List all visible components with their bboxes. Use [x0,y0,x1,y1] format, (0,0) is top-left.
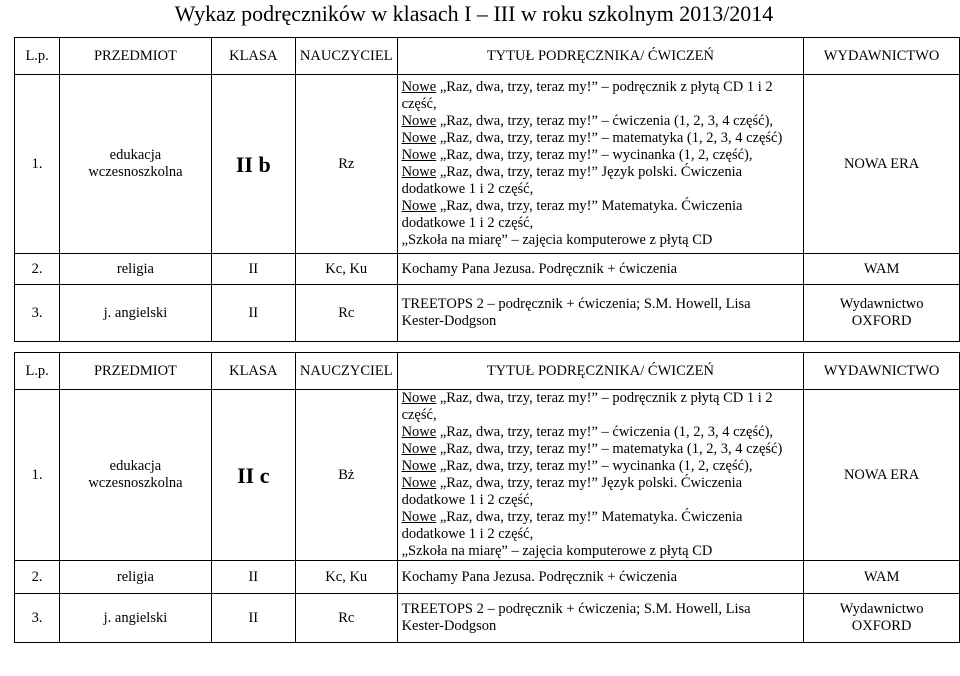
table-row [15,594,960,643]
table-row [15,561,960,594]
book-line-prefix: Nowe [401,424,437,440]
subject-line: edukacja [109,458,162,474]
row-lp: 2. [15,254,60,285]
book-line [402,232,800,249]
header-book: TYTUŁ PODRĘCZNIKA/ ĆWICZEŃ [397,38,804,75]
book-line-prefix: Nowe [401,509,437,525]
book-line [402,526,800,543]
row-publisher: Wydawnictwo OXFORD [804,285,960,342]
row-subject [60,75,211,254]
book-line-text: część, [401,407,437,423]
book-line [402,130,800,147]
row-class: II [211,594,295,643]
book-line-prefix: Nowe [401,113,437,129]
header-row [15,38,960,75]
table-row [15,390,960,561]
row-book: Kochamy Pana Jezusa. Podręcznik + ćwiczenia [397,561,804,594]
row-class: II b [211,75,295,254]
header-subject: PRZEDMIOT [60,353,211,390]
row-subject: religia [60,561,211,594]
book-line-text: „Raz, dwa, trzy, teraz my!” Matematyka. Ćwiczenia [436,509,743,525]
book-line [402,441,800,458]
row-class: II [211,285,295,342]
book-line-prefix: Nowe [401,164,437,180]
row-lp: 3. [15,285,60,342]
header-class: KLASA [211,353,295,390]
book-line-text: dodatkowe 1 i 2 część, [401,215,534,231]
book-line [402,543,800,560]
header-teacher: NAUCZYCIEL [295,353,397,390]
book-line: TREETOPS 2 – podręcznik + ćwiczenia; S.M. Howell, Lisa [401,296,751,312]
header-row [15,353,960,390]
book-line [402,407,800,424]
book-line-text: „Raz, dwa, trzy, teraz my!” Język polski. Ćwiczenia [436,164,743,180]
row-lp: 1. [15,390,60,561]
row-publisher: NOWA ERA [804,390,960,561]
book-line-prefix: Nowe [401,130,437,146]
book-line [402,198,800,215]
book-line-text: „Raz, dwa, trzy, teraz my!” – wycinanka (1, 2, część), [436,147,753,163]
header-publisher: WYDAWNICTWO [804,38,960,75]
book-line-text: dodatkowe 1 i 2 część, [401,181,534,197]
row-class: II [211,561,295,594]
subject-line: edukacja [109,147,162,163]
book-line: TREETOPS 2 – podręcznik + ćwiczenia; S.M. Howell, Lisa [401,601,751,617]
table-row [15,75,960,254]
book-line [402,181,800,198]
row-publisher: NOWA ERA [804,75,960,254]
book-line: Kester-Dodgson [401,618,497,634]
table-row [15,285,960,342]
table-row [15,254,960,285]
row-teacher: Rz [295,75,397,254]
row-subject: religia [60,254,211,285]
book-line-text: dodatkowe 1 i 2 część, [401,492,534,508]
book-line [402,96,800,113]
book-line-text: „Raz, dwa, trzy, teraz my!” – matematyka (1, 2, 3, 4 część) [436,441,783,457]
book-line [402,164,800,181]
book-lines [402,390,800,560]
row-book [397,75,804,254]
book-line [402,509,800,526]
book-line-prefix: Nowe [401,79,437,95]
book-line-prefix: Nowe [401,390,437,406]
book-line [402,390,800,407]
row-teacher: Rc [295,594,397,643]
row-class: II [211,254,295,285]
row-publisher: WAM [804,561,960,594]
subject-line: wczesnoszkolna [88,164,183,180]
book-line-text: „Raz, dwa, trzy, teraz my!” Język polski. Ćwiczenia [436,475,743,491]
header-lp: L.p. [15,353,60,390]
book-line-text: „Szkoła na miarę” – zajęcia komputerowe z płytą CD [401,543,713,559]
row-lp: 3. [15,594,60,643]
row-lp: 2. [15,561,60,594]
subject-line: wczesnoszkolna [88,475,183,491]
row-teacher: Kc, Ku [295,254,397,285]
row-teacher: Rc [295,285,397,342]
book-line-text: „Raz, dwa, trzy, teraz my!” – matematyka (1, 2, 3, 4 część) [436,130,783,146]
row-book [397,390,804,561]
book-line [402,458,800,475]
row-teacher: Bż [295,390,397,561]
header-class: KLASA [211,38,295,75]
book-line-text: „Raz, dwa, trzy, teraz my!” – podręcznik z płytą CD 1 i 2 [436,79,773,95]
row-class: II c [211,390,295,561]
book-line-prefix: Nowe [401,198,437,214]
header-subject: PRZEDMIOT [60,38,211,75]
textbook-table-ii-b [14,37,960,342]
header-publisher: WYDAWNICTWO [804,353,960,390]
book-line-text: dodatkowe 1 i 2 część, [401,526,534,542]
book-line [402,215,800,232]
row-publisher: Wydawnictwo OXFORD [804,594,960,643]
book-line-prefix: Nowe [401,147,437,163]
book-line: Kester-Dodgson [401,313,497,329]
book-line [402,79,800,96]
row-subject [60,390,211,561]
header-book: TYTUŁ PODRĘCZNIKA/ ĆWICZEŃ [397,353,804,390]
page-title: Wykaz podręczników w klasach I – III w roku szkolnym 2013/2014 [174,1,774,26]
book-line-prefix: Nowe [401,441,437,457]
row-teacher: Kc, Ku [295,561,397,594]
book-line [402,424,800,441]
book-line [402,147,800,164]
row-book: Kochamy Pana Jezusa. Podręcznik + ćwiczenia [397,254,804,285]
book-line-text: „Raz, dwa, trzy, teraz my!” Matematyka. Ćwiczenia [436,198,743,214]
textbook-table-ii-c [14,352,960,643]
row-book [397,594,804,643]
book-lines [402,79,800,249]
row-subject: j. angielski [60,594,211,643]
book-line [402,113,800,130]
book-line [402,475,800,492]
row-publisher: WAM [804,254,960,285]
header-lp: L.p. [15,38,60,75]
book-line-text: „Raz, dwa, trzy, teraz my!” – ćwiczenia (1, 2, 3, 4 część), [436,424,774,440]
book-line-prefix: Nowe [401,458,437,474]
book-line [402,492,800,509]
book-line-text: „Szkoła na miarę” – zajęcia komputerowe z płytą CD [401,232,713,248]
book-line-text: „Raz, dwa, trzy, teraz my!” – wycinanka (1, 2, część), [436,458,753,474]
header-teacher: NAUCZYCIEL [295,38,397,75]
row-lp: 1. [15,75,60,254]
row-subject: j. angielski [60,285,211,342]
book-line-text: część, [401,96,437,112]
row-book [397,285,804,342]
book-line-text: „Raz, dwa, trzy, teraz my!” – ćwiczenia (1, 2, 3, 4 część), [436,113,774,129]
book-line-prefix: Nowe [401,475,437,491]
book-line-text: „Raz, dwa, trzy, teraz my!” – podręcznik z płytą CD 1 i 2 [436,390,773,406]
